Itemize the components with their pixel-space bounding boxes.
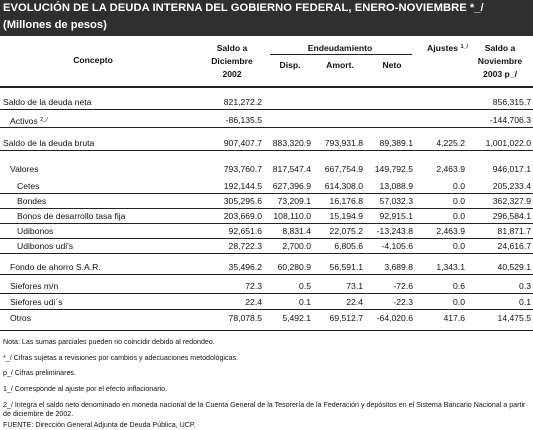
cell-neto: 57,032.3 (379, 196, 413, 206)
table-subtitle: (Millones de pesos) (3, 19, 107, 31)
cell-amort: 22.4 (346, 297, 363, 307)
cell-neto: 92,915.1 (379, 211, 413, 221)
cell-neto: -64,020.6 (376, 313, 413, 323)
endeudamiento-rule (270, 54, 412, 55)
cell-saldo-nov: -144,706.3 (489, 115, 531, 125)
row-label (10, 280, 58, 292)
cell-saldo-dic: -86,135.5 (225, 115, 262, 125)
header-amort: Amort. (326, 60, 354, 70)
cell-neto: 89,389.1 (379, 138, 413, 148)
row-label (3, 137, 94, 149)
cell-disp: 60,280.9 (277, 262, 311, 272)
cell-neto: -13,243.8 (376, 226, 413, 236)
cell-ajustes: 2,463.9 (436, 226, 465, 236)
footnote-source: FUENTE: Dirección General Adjunta de Deuda Pública, UCP. (3, 421, 196, 429)
row-label-text: Bonos de desarrollo tasa fija (17, 211, 126, 221)
cell-saldo-dic: 192,144.5 (223, 181, 262, 191)
cell-saldo-nov: 0.1 (519, 297, 531, 307)
cell-disp: 108,110.0 (273, 211, 311, 221)
header-concepto: Concepto (73, 55, 113, 65)
cell-disp: 0.1 (299, 297, 311, 307)
cell-saldo-nov: 362,327.9 (492, 196, 531, 206)
table-title: EVOLUCIÓN DE LA DEUDA INTERNA DEL GOBIERNO FEDERAL, ENERO-NOVIEMBRE *_/ (3, 2, 484, 14)
row-label-text: Fondo de ahorro S.A.R. (10, 262, 101, 272)
table-row (0, 180, 533, 194)
row-label-text: Siefores udi´s (10, 297, 63, 307)
cell-disp: 0.5 (299, 281, 311, 291)
row-label (17, 225, 53, 237)
cell-ajustes: 0.0 (453, 196, 465, 206)
title-bar (0, 0, 533, 36)
cell-disp: 73,209.1 (277, 196, 311, 206)
cell-ajustes: 0.0 (453, 181, 465, 191)
cell-neto: 13,088.9 (379, 181, 413, 191)
cell-saldo-nov: 24,616.7 (497, 241, 531, 251)
cell-neto: -4,105.6 (381, 241, 413, 251)
cell-amort: 73.1 (346, 281, 363, 291)
table-bottom-rule (0, 330, 533, 331)
cell-saldo-nov: 14,475.5 (497, 313, 531, 323)
cell-disp: 627,396.9 (272, 181, 311, 191)
cell-amort: 6,805.6 (334, 241, 363, 251)
header-saldo-nov-line3: 2003 p_/ (483, 69, 517, 79)
cell-amort: 614,308.0 (324, 181, 363, 191)
table-row (0, 137, 533, 151)
header-neto: Neto (382, 60, 402, 70)
table-row (0, 163, 533, 176)
row-label (10, 261, 101, 273)
cell-disp: 5,492.1 (282, 313, 311, 323)
table-row (0, 261, 533, 275)
header-saldo-dic-line2: Diciembre (211, 56, 253, 66)
header-saldo-dic-line3: 2002 (222, 69, 242, 79)
table-row (0, 280, 533, 294)
cell-amort: 22,075.2 (329, 226, 363, 236)
footnote-preliminary: p_/ Cifras preliminares. (3, 369, 76, 377)
row-label-text: Saldo de la deuda bruta (3, 138, 95, 148)
table-row (0, 195, 533, 209)
cell-amort: 15,194.9 (329, 211, 363, 221)
cell-saldo-dic: 22.4 (245, 297, 262, 307)
row-label (10, 312, 31, 324)
cell-ajustes: 0.0 (453, 297, 465, 307)
cell-saldo-nov: 205,233.4 (492, 181, 531, 191)
table-row (0, 296, 533, 310)
cell-amort: 667,754.9 (324, 164, 363, 174)
row-label-text: Otros (10, 313, 32, 323)
row-label-text: Udibonos (17, 226, 54, 236)
cell-amort: 69,512.7 (329, 313, 363, 323)
row-label-text: Cetes (17, 181, 40, 191)
row-label (17, 210, 125, 222)
header-ajustes-label: Ajustes (427, 43, 459, 53)
row-label (10, 114, 48, 127)
header-saldo-nov-line2: Noviembre (477, 56, 523, 66)
cell-ajustes: 417.6 (443, 313, 465, 323)
row-label-text: Activos (10, 116, 38, 126)
cell-saldo-nov: 81,871.7 (497, 226, 531, 236)
cell-saldo-nov: 856,315.7 (492, 97, 531, 107)
cell-saldo-dic: 907,407.7 (223, 138, 262, 148)
cell-ajustes: 1,343.1 (436, 262, 465, 272)
cell-saldo-dic: 28,722.3 (228, 241, 262, 251)
row-label-text: Saldo de la deuda neta (3, 97, 92, 107)
cell-saldo-nov: 0.3 (519, 281, 531, 291)
table-row (0, 312, 533, 325)
cell-amort: 793,931.8 (324, 138, 363, 148)
table-row (0, 96, 533, 110)
table-row (0, 114, 533, 128)
row-label-footnote: 2_/ (40, 117, 48, 123)
footnote-rounding: Nota: Las sumas parciales pueden no coincidir debido al redondeo. (3, 338, 215, 346)
header-ajustes (427, 43, 468, 53)
cell-saldo-dic: 72.3 (245, 281, 262, 291)
cell-saldo-nov: 1,001,022.0 (485, 138, 531, 148)
cell-amort: 16,176.8 (329, 196, 363, 206)
cell-saldo-nov: 946,017.1 (492, 164, 531, 174)
row-label-text: Valores (10, 164, 39, 174)
cell-ajustes: 4,225.2 (436, 138, 465, 148)
cell-neto: -72.6 (393, 281, 413, 291)
cell-saldo-dic: 305,295.6 (223, 196, 262, 206)
row-label (17, 180, 39, 192)
cell-saldo-dic: 78,078.5 (228, 313, 262, 323)
cell-disp: 8,831.4 (282, 226, 311, 236)
cell-ajustes: 0.0 (453, 241, 465, 251)
table-row (0, 210, 533, 224)
table-row (0, 240, 533, 254)
row-label (17, 195, 46, 207)
cell-neto: 149,792.5 (374, 164, 413, 174)
cell-ajustes: 0.0 (453, 211, 465, 221)
cell-neto: 3,689.8 (384, 262, 413, 272)
cell-disp: 883,320.9 (272, 138, 311, 148)
cell-saldo-dic: 35,496.2 (228, 262, 262, 272)
cell-neto: -22.3 (393, 297, 413, 307)
row-label (10, 296, 63, 308)
cell-saldo-nov: 296,584.1 (492, 211, 531, 221)
cell-disp: 817,547.4 (272, 164, 311, 174)
cell-saldo-dic: 821,272.2 (223, 97, 262, 107)
cell-amort: 56,591.1 (329, 262, 363, 272)
cell-ajustes: 2,463.9 (436, 164, 465, 174)
row-label-text: Siefores m/n (10, 281, 59, 291)
cell-ajustes: 0.6 (453, 281, 465, 291)
header-disp: Disp. (279, 60, 301, 70)
cell-saldo-nov: 40,529.1 (497, 262, 531, 272)
header-saldo-nov-line1: Saldo a (484, 43, 516, 53)
header-ajustes-footnote: 1_/ (460, 44, 469, 50)
row-label (17, 240, 73, 252)
row-label-text: Bondes (17, 196, 47, 206)
cell-disp: 2,700.0 (282, 241, 311, 251)
cell-saldo-dic: 92,651.6 (228, 226, 262, 236)
table-row (0, 225, 533, 239)
row-label (3, 96, 91, 108)
header-endeudamiento: Endeudamiento (307, 43, 373, 53)
row-label-text: Udibonos udi's (17, 241, 74, 251)
cell-saldo-dic: 203,669.0 (223, 211, 262, 221)
footnote-inflation: 1_/ Corresponde al ajuste por el efecto inflacionario. (3, 385, 168, 393)
footnote-revisions: *_/ Cifras sujetas a revisiones por cambios y adecuaciones metodológicas. (3, 354, 239, 362)
header-saldo-dic-line1: Saldo a (216, 43, 248, 53)
header-bottom-rule (0, 86, 533, 88)
cell-saldo-dic: 793,760.7 (223, 164, 262, 174)
row-label (10, 163, 39, 175)
footnote-activos: 2_/ Integra el saldo neto denominado en moneda nacional de la Cuenta General de la Tesorería de la Federación y depósitos en el Sistema Bancario Nacional a partir de diciembre de 2002. (3, 401, 526, 418)
